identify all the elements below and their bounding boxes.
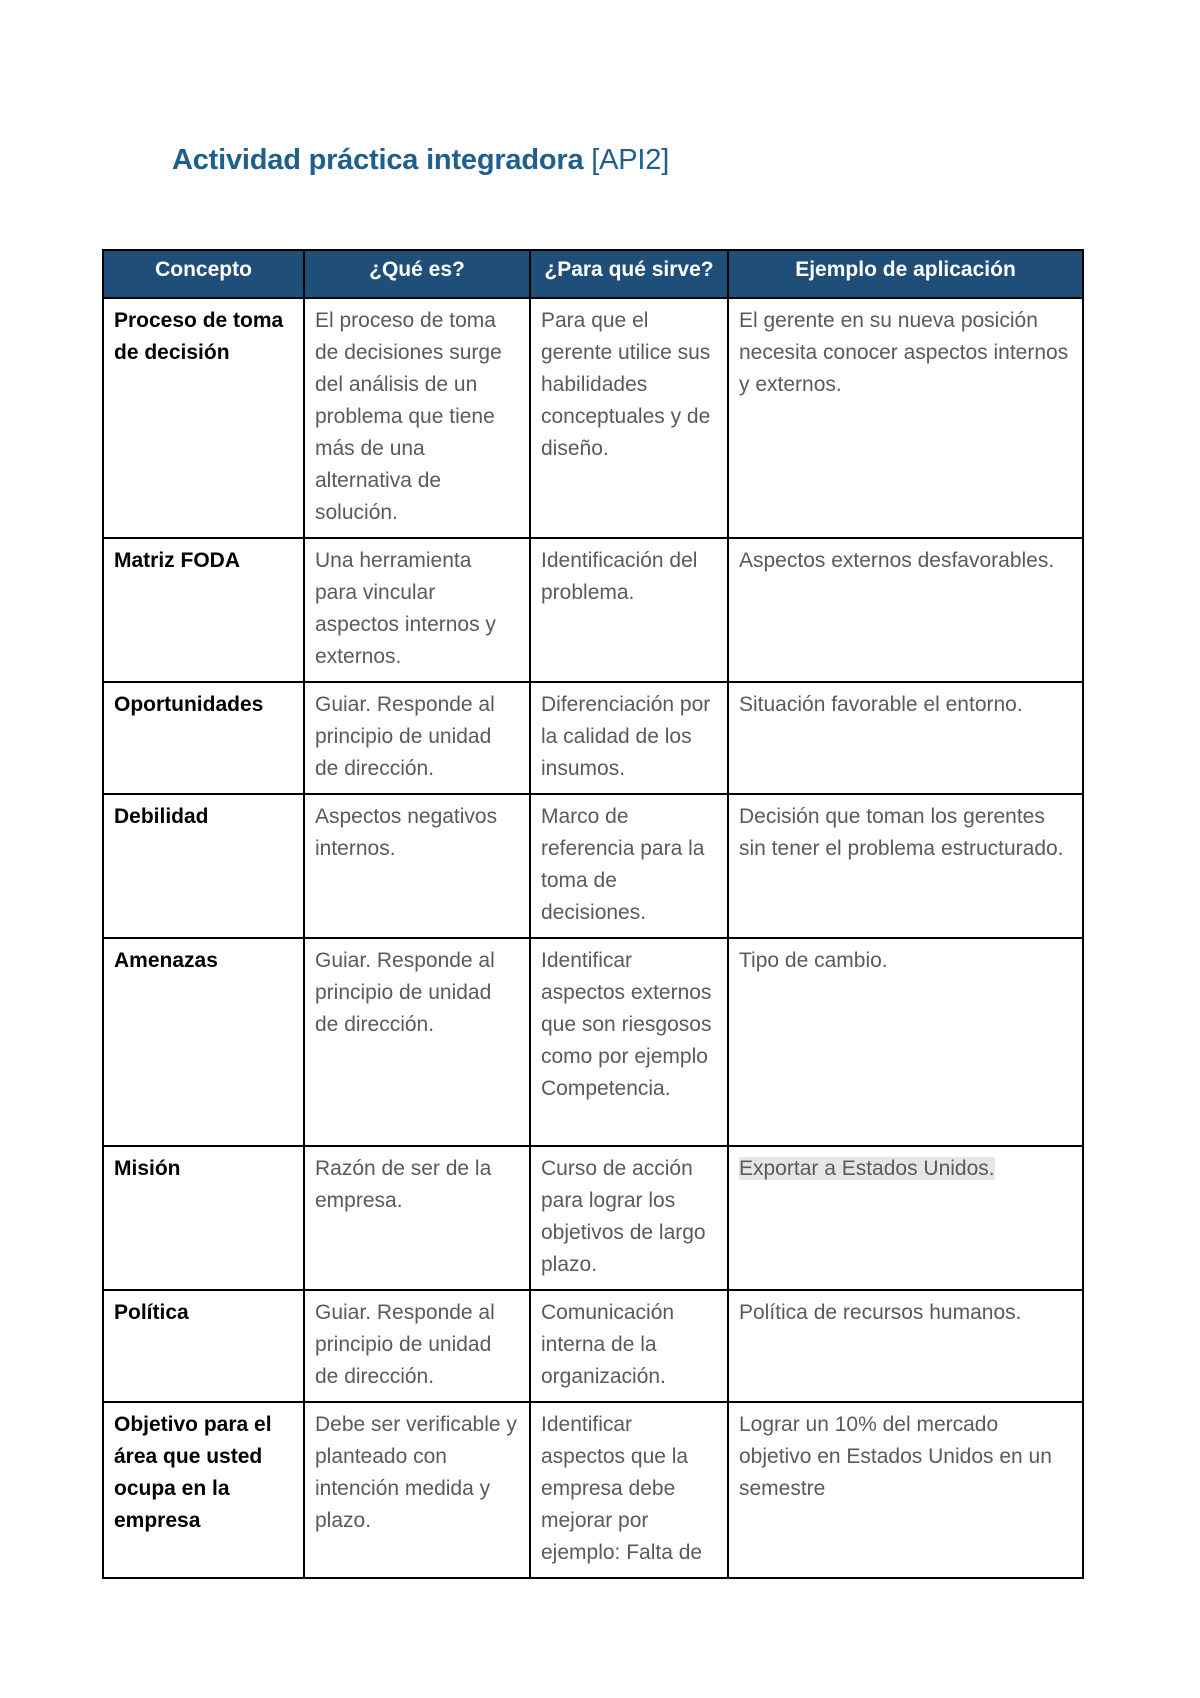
cell-concept: Política	[103, 1290, 304, 1402]
table-row	[103, 938, 1083, 1146]
table-row	[103, 1290, 1083, 1402]
cell-purpose: Identificar aspectos que la empresa debe mejorar por ejemplo: Falta de	[530, 1402, 728, 1578]
page-title	[172, 144, 669, 177]
page-title-main: Actividad práctica integradora	[172, 144, 584, 176]
cell-what: Guiar. Responde al principio de unidad de dirección.	[304, 682, 530, 794]
cell-concept: Debilidad	[103, 794, 304, 938]
table-row	[103, 298, 1083, 538]
cell-concept: Oportunidades	[103, 682, 304, 794]
table-header-row	[103, 250, 1083, 298]
cell-purpose: Diferenciación por la calidad de los insumos.	[530, 682, 728, 794]
cell-concept: Amenazas	[103, 938, 304, 1146]
header-concepto: Concepto	[103, 250, 304, 298]
table-row	[103, 538, 1083, 682]
cell-example: Tipo de cambio.	[728, 938, 1083, 1146]
table-row	[103, 1146, 1083, 1290]
header-ejemplo: Ejemplo de aplicación	[728, 250, 1083, 298]
cell-example	[728, 1146, 1083, 1290]
cell-purpose: Identificación del problema.	[530, 538, 728, 682]
cell-concept: Objetivo para el área que usted ocupa en la empresa	[103, 1402, 304, 1578]
cell-purpose: Comunicación interna de la organización.	[530, 1290, 728, 1402]
cell-what: Aspectos negativos internos.	[304, 794, 530, 938]
cell-what: Debe ser verificable y planteado con intención medida y plazo.	[304, 1402, 530, 1578]
cell-what: Guiar. Responde al principio de unidad de dirección.	[304, 938, 530, 1146]
cell-what: Guiar. Responde al principio de unidad de dirección.	[304, 1290, 530, 1402]
cell-example: Aspectos externos desfavorables.	[728, 538, 1083, 682]
header-que-es: ¿Qué es?	[304, 250, 530, 298]
cell-purpose: Para que el gerente utilice sus habilidades conceptuales y de diseño.	[530, 298, 728, 538]
cell-example: Política de recursos humanos.	[728, 1290, 1083, 1402]
cell-example: Situación favorable el entorno.	[728, 682, 1083, 794]
cell-example: Lograr un 10% del mercado objetivo en Estados Unidos en un semestre	[728, 1402, 1083, 1578]
table-row	[103, 1402, 1083, 1578]
cell-concept: Matriz FODA	[103, 538, 304, 682]
cell-purpose: Curso de acción para lograr los objetivos de largo plazo.	[530, 1146, 728, 1290]
cell-purpose: Identificar aspectos externos que son riesgosos como por ejemplo Competencia.	[530, 938, 728, 1146]
cell-what: El proceso de toma de decisiones surge del análisis de un problema que tiene más de una alternativa de solución.	[304, 298, 530, 538]
cell-example: El gerente en su nueva posición necesita conocer aspectos internos y externos.	[728, 298, 1083, 538]
table-row	[103, 794, 1083, 938]
table-row	[103, 682, 1083, 794]
highlighted-text: Exportar a Estados Unidos.	[739, 1157, 995, 1180]
concepts-table	[102, 249, 1084, 1579]
header-para-que-sirve: ¿Para qué sirve?	[530, 250, 728, 298]
cell-concept: Misión	[103, 1146, 304, 1290]
cell-what: Una herramienta para vincular aspectos internos y externos.	[304, 538, 530, 682]
cell-what: Razón de ser de la empresa.	[304, 1146, 530, 1290]
cell-concept: Proceso de toma de decisión	[103, 298, 304, 538]
page-title-code: [API2]	[591, 144, 670, 176]
cell-example: Decisión que toman los gerentes sin tener el problema estructurado.	[728, 794, 1083, 938]
cell-purpose: Marco de referencia para la toma de decisiones.	[530, 794, 728, 938]
